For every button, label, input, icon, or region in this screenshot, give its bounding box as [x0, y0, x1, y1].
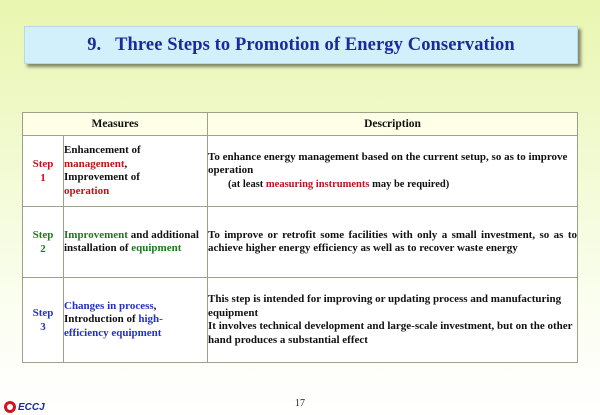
description-cell: [208, 207, 578, 278]
description-text: It involves technical development and large-scale investment, but on the other hand produces a substantial effect: [208, 320, 573, 346]
step-label: Step: [32, 229, 54, 241]
description-cell: [208, 136, 578, 207]
note-highlight: measuring instruments: [265, 178, 370, 190]
step-label: Step: [32, 158, 54, 170]
table-row: [23, 278, 578, 363]
step-number: 3: [40, 321, 46, 333]
measure-text: Improvement of: [64, 171, 140, 183]
description-text: To improve or retrofit some facilities with only a small investment, so as to achieve higher energy efficiency as well as to recover waste energy: [208, 228, 577, 254]
step-number: 2: [40, 243, 46, 255]
table-row: [23, 136, 578, 207]
step-1-cell: [23, 136, 64, 207]
measure-highlight: management: [64, 157, 125, 170]
step-label: Step: [32, 307, 54, 319]
measure-cell: [64, 207, 208, 278]
page-number: 17: [295, 398, 305, 409]
measure-highlight: operation: [64, 184, 110, 197]
step-2-cell: [23, 207, 64, 278]
step-number: 1: [40, 172, 46, 184]
eccj-logo-icon: [4, 401, 16, 413]
measure-text: and additional installation of: [64, 228, 199, 254]
note-text: (at least: [228, 178, 266, 190]
steps-table: [22, 112, 578, 363]
description-note: [208, 178, 577, 192]
description-cell: [208, 278, 578, 363]
step-3-cell: [23, 278, 64, 363]
description-header: Description: [208, 113, 578, 136]
measure-highlight: equipment: [131, 242, 182, 254]
description-text: To enhance energy management based on the current setup, so as to improve operation: [208, 150, 568, 177]
note-text: may be required): [369, 178, 450, 190]
slide-title-box: [24, 26, 578, 64]
eccj-logo: [4, 400, 45, 414]
eccj-logo-text: ECCJ: [18, 401, 45, 413]
measure-cell: [64, 278, 208, 363]
table-row: [23, 207, 578, 278]
measure-text: ,: [124, 157, 128, 170]
measure-text: , Introduction of: [64, 299, 157, 326]
measure-highlight: high-efficiency equipment: [64, 313, 163, 339]
measure-cell: [64, 136, 208, 207]
slide-title: 9. Three Steps to Promotion of Energy Conservation: [87, 34, 515, 55]
measure-highlight: Improvement: [64, 228, 128, 241]
measures-header: Measures: [23, 113, 208, 136]
table-header-row: [23, 113, 578, 136]
description-text: This step is intended for improving or updating process and manufacturing equipment: [208, 293, 562, 319]
measure-highlight: Changes in process: [64, 299, 154, 312]
measure-text: Enhancement of: [64, 144, 141, 156]
